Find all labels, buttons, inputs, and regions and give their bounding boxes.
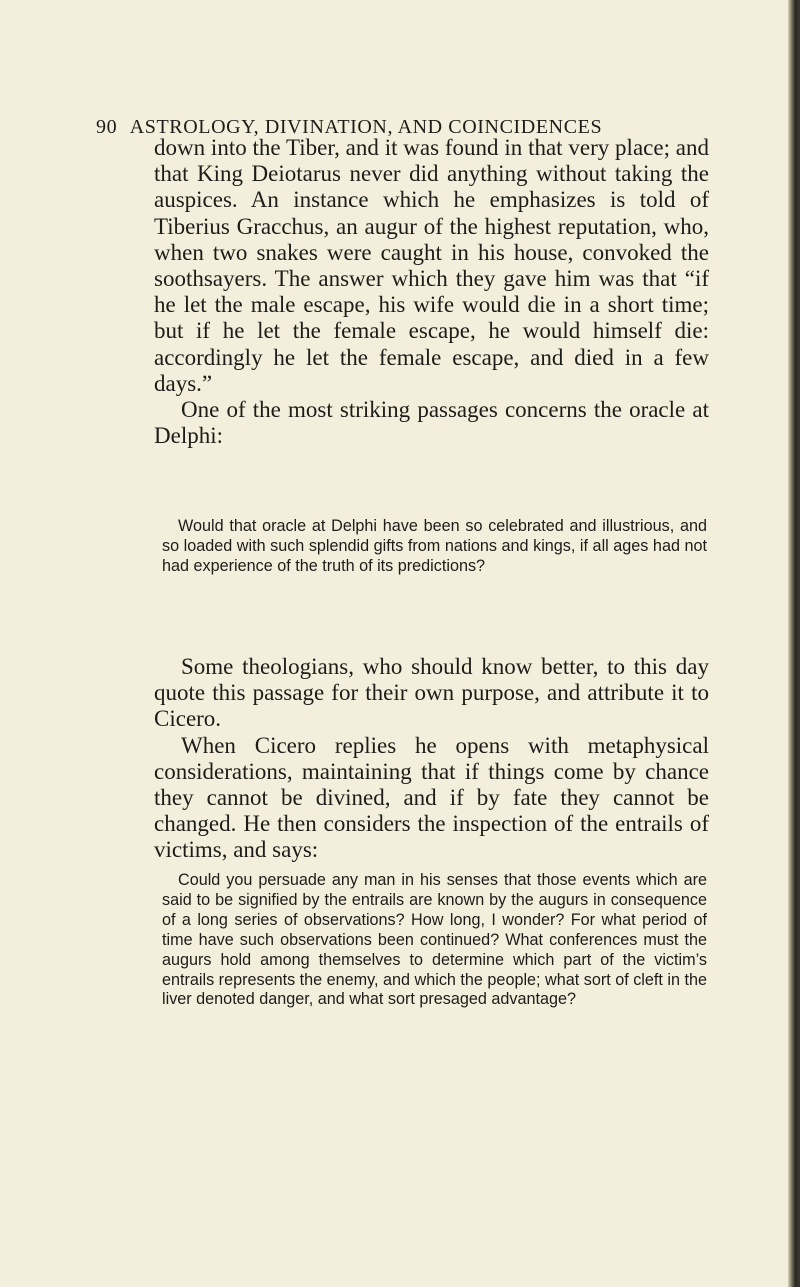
quote-text: Would that oracle at Delphi have been so celebrated and illustrious, and so loaded with such splendid gifts from nations and kings, if all ages had not had experience of the truth of its predictions? <box>162 517 707 575</box>
paragraph-cicero-reply: When Cicero replies he opens with metaphysical considerations, maintaining that if things come by chance they cannot be divined, and if by fate they cannot be changed. He then considers the inspection of the entrails of victims, and says: <box>154 732 709 863</box>
body-block-2 <box>154 654 709 864</box>
running-title: ASTROLOGY, DIVINATION, AND COINCIDENCES <box>129 116 603 138</box>
paragraph-continuation: down into the Tiber, and it was found in that very place; and that King Deiotarus never did anything without taking the auspices. An instance which he emphasizes is told of Tiberius Gracchus, an augur of the highest reputation, who, when two snakes were caught in his house, convoked the soothsayers. The answer which they gave him was that “if he let the male escape, his wife would die in a short time; but if he let the female escape, he would himself die: accordingly he let the female escape, and died in a few days.” <box>154 135 709 396</box>
quote-entrails <box>162 871 707 1010</box>
page-edge-shadow <box>788 0 800 1287</box>
paragraph-theologians: Some theologians, who should know better, to this day quote this passage for their own purpose, and attribute it to Cicero. <box>154 654 709 732</box>
page-number: 90 <box>96 116 118 138</box>
quote-delphi <box>162 517 707 577</box>
paragraph-delphi-intro: One of the most striking passages concerns the oracle at Delphi: <box>154 397 709 449</box>
body-block-1 <box>154 135 709 449</box>
quote-text: Could you persuade any man in his senses that those events which are said to be signified by the entrails are known by the augurs in consequence of a long series of observations? How long, I wonder? For what period of time have such observations been continued? What conferences must the augurs hold among themselves to determine which part of the victim’s entrails represents the enemy, and which the people; what sort of cleft in the liver denoted danger, and what sort presaged advantage? <box>162 871 707 1009</box>
